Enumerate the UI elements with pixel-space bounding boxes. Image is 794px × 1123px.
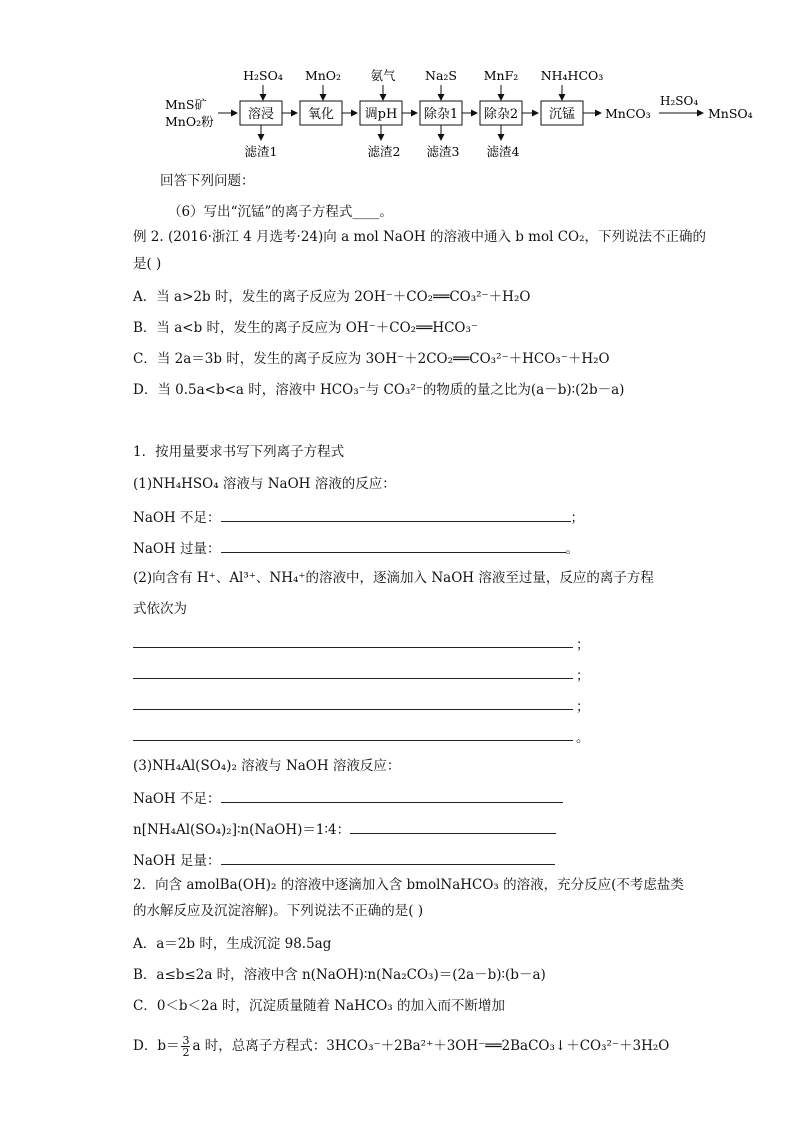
input-label: MnS矿 [165, 97, 207, 112]
example-2-stem: 是( ) [133, 256, 162, 272]
line-end: 。 [576, 730, 590, 746]
question-1-title: 1．按用量要求书写下列离子方程式 [133, 444, 345, 460]
intro-text: 回答下列问题： [160, 173, 255, 189]
fraction-denominator: 2 [182, 1046, 190, 1059]
question-2-stem: 2．向含 amolBa(OH)₂ 的溶液中逐滴加入含 bmolNaHCO₃ 的溶液，充分反应(不考虑盐类 [133, 877, 684, 893]
answer-blank[interactable] [133, 678, 573, 679]
reagent-label: H₂SO₄ [243, 68, 283, 83]
answer-blank[interactable] [221, 507, 571, 522]
residue-label: 滤渣1 [244, 144, 278, 159]
fraction-numerator: 3 [182, 1034, 190, 1047]
answer-blank[interactable] [221, 850, 555, 865]
answer-label: NaOH 足量： [133, 853, 221, 869]
answer-line [133, 538, 579, 558]
answer-blank[interactable] [133, 740, 573, 741]
residue-label: 滤渣4 [486, 144, 520, 159]
question-6: （6）写出“沉锰”的离子方程式____。 [168, 204, 393, 220]
step-label: 除杂2 [483, 107, 519, 122]
residue-label: 滤渣3 [426, 144, 460, 159]
question-1-part1: (1)NH₄HSO₄ 溶液与 NaOH 溶液的反应： [133, 476, 396, 492]
residue-label: 滤渣2 [367, 144, 401, 159]
answer-blank[interactable] [221, 538, 566, 553]
answer-blank[interactable] [350, 819, 556, 834]
option-a: A．当 a>2b 时，发生的离子反应为 2OH⁻＋CO₂══CO₃²⁻＋H₂O [133, 289, 531, 305]
product-label: MnCO₃ [605, 106, 651, 121]
process-flow-diagram [0, 0, 794, 170]
reagent-label: H₂SO₄ [660, 94, 699, 108]
option-b: B．当 a<b 时，发生的离子反应为 OH⁻＋CO₂══HCO₃⁻ [133, 320, 479, 336]
step-label: 沉锰 [548, 107, 576, 122]
answer-line [133, 788, 563, 808]
reagent-label: MnF₂ [483, 68, 519, 83]
question-1-part2: 式依次为 [133, 601, 187, 617]
answer-blank[interactable] [133, 709, 573, 710]
reagent-label: Na₂S [425, 68, 457, 83]
example-2-stem: 例 2. (2016·浙江 4 月选考·24)向 a mol NaOH 的溶液中通入 b mol CO₂，下列说法不正确的 [133, 229, 707, 245]
answer-label: NaOH 不足： [133, 510, 221, 526]
answer-line [133, 850, 555, 870]
reagent-label: MnO₂ [304, 68, 342, 83]
line-end: ； [576, 668, 590, 684]
answer-blank[interactable] [221, 788, 563, 803]
step-label: 溶浸 [247, 107, 275, 122]
step-label: 氧化 [307, 107, 335, 122]
fraction [181, 1035, 190, 1058]
line-end: 。 [565, 541, 579, 557]
question-1-part2: (2)向含有 H⁺、Al³⁺、NH₄⁺的溶液中，逐滴加入 NaOH 溶液至过量，反应的离子方程 [133, 570, 654, 586]
answer-label: NaOH 不足： [133, 791, 221, 807]
option-c: C．0＜b＜2a 时，沉淀质量随着 NaHCO₃ 的加入而不断增加 [133, 998, 506, 1014]
option-d: D．当 0.5a<b<a 时，溶液中 HCO₃⁻与 CO₃²⁻的物质的量之比为(a－b)∶(2b－a) [133, 382, 625, 398]
reagent-label: 氨气 [370, 68, 396, 83]
option-d-prefix: D．b＝ [133, 1038, 180, 1054]
line-end: ； [570, 510, 584, 526]
option-a: A．a＝2b 时，生成沉淀 98.5ag [133, 936, 332, 952]
question-1-part3: (3)NH₄Al(SO₄)₂ 溶液与 NaOH 溶液反应： [133, 758, 401, 774]
option-d [133, 1035, 669, 1058]
line-end: ； [576, 637, 590, 653]
answer-line [133, 507, 584, 527]
line-end: ； [576, 699, 590, 715]
option-d-text: a 时，总离子方程式：3HCO₃⁻＋2Ba²⁺＋3OH⁻══2BaCO₃↓＋CO₃²⁻＋3H₂O [192, 1038, 670, 1054]
question-2-stem: 的水解反应及沉淀溶解)。下列说法不正确的是( ) [133, 903, 424, 919]
step-label: 除杂1 [423, 107, 459, 122]
answer-blank[interactable] [133, 647, 573, 648]
option-b: B．a≤b≤2a 时，溶液中含 n(NaOH)∶n(Na₂CO₃)＝(2a－b)∶(b－a) [133, 967, 546, 983]
step-label: 调pH [364, 107, 398, 122]
answer-label: n[NH₄Al(SO₄)₂]∶n(NaOH)＝1∶4： [133, 822, 351, 838]
product-label: MnSO₄ [708, 106, 753, 121]
answer-line [133, 819, 556, 839]
option-c: C．当 2a＝3b 时，发生的离子反应为 3OH⁻＋2CO₂══CO₃²⁻＋HCO₃⁻＋H₂O [133, 351, 610, 367]
answer-label: NaOH 过量： [133, 541, 221, 557]
reagent-label: NH₄HCO₃ [540, 68, 604, 83]
input-label: MnO₂粉 [165, 114, 214, 129]
